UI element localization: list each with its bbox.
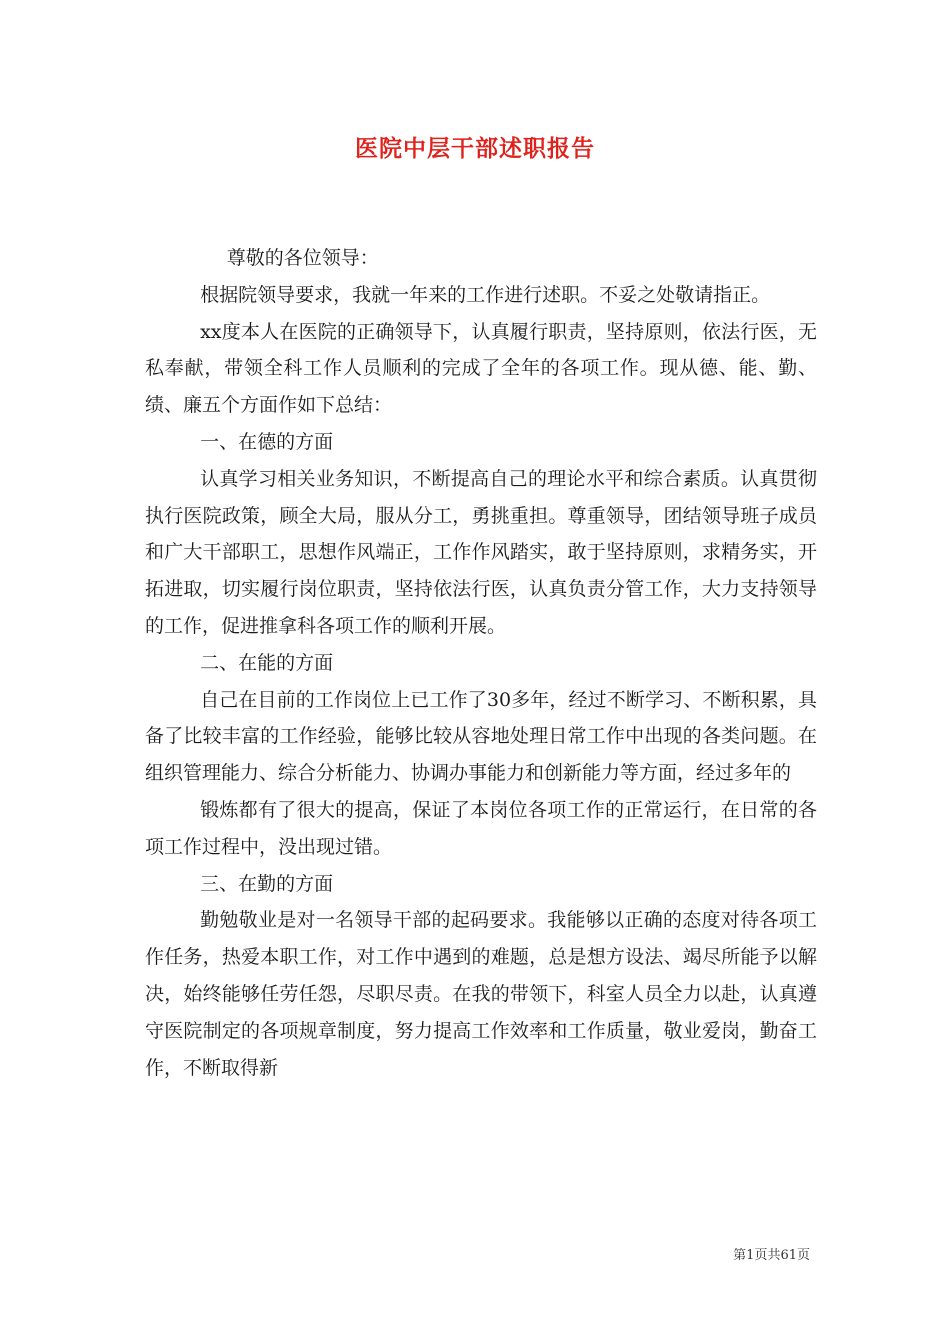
page-number-footer: 第1页共61页 bbox=[733, 1248, 810, 1263]
section-heading-morality: 一、在德的方面 bbox=[200, 430, 334, 453]
document-body bbox=[145, 240, 817, 1086]
intro-paragraph: 根据院领导要求，我就一年来的工作进行述职。不妥之处敬请指正。 bbox=[200, 283, 771, 306]
summary-paragraph: xx度本人在医院的正确领导下，认真履行职责，坚持原则，依法行医，无私奉献，带领全科工作人员顺利的完成了全年的各项工作。现从德、能、勤、绩、廉五个方面作如下总结： bbox=[145, 320, 817, 417]
section-heading-ability: 二、在能的方面 bbox=[200, 651, 334, 674]
section-heading-diligence: 三、在勤的方面 bbox=[200, 872, 334, 895]
ability-paragraph-continued: 锻炼都有了很大的提高，保证了本岗位各项工作的正常运行，在日常的各项工作过程中，没出现过错。 bbox=[145, 798, 817, 858]
ability-paragraph: 自己在目前的工作岗位上已工作了30多年，经过不断学习、不断积累，具备了比较丰富的工作经验，能够比较从容地处理日常工作中出现的各类问题。在组织管理能力、综合分析能力、协调办事能力和创新能力等方面，经过多年的 bbox=[145, 688, 817, 785]
morality-paragraph: 认真学习相关业务知识，不断提高自己的理论水平和综合素质。认真贯彻执行医院政策，顾全大局，服从分工，勇挑重担。尊重领导，团结领导班子成员和广大干部职工，思想作风端正，工作作风踏实，敢于坚持原则，求精务实，开拓进取，切实履行岗位职责，坚持依法行医，认真负责分管工作，大力支持领导的工作，促进推拿科各项工作的顺利开展。 bbox=[145, 467, 817, 637]
greeting-paragraph: 尊敬的各位领导： bbox=[226, 247, 379, 269]
document-title: 医院中层干部述职报告 bbox=[355, 135, 595, 162]
diligence-paragraph: 勤勉敬业是对一名领导干部的起码要求。我能够以正确的态度对待各项工作任务，热爱本职工作，对工作中遇到的难题，总是想方设法、竭尽所能予以解决，始终能够任劳任怨，尽职尽责。在我的带领下，科室人员全力以赴，认真遵守医院制定的各项规章制度，努力提高工作效率和工作质量，敬业爱岗，勤奋工作，不断取得新 bbox=[145, 909, 817, 1079]
